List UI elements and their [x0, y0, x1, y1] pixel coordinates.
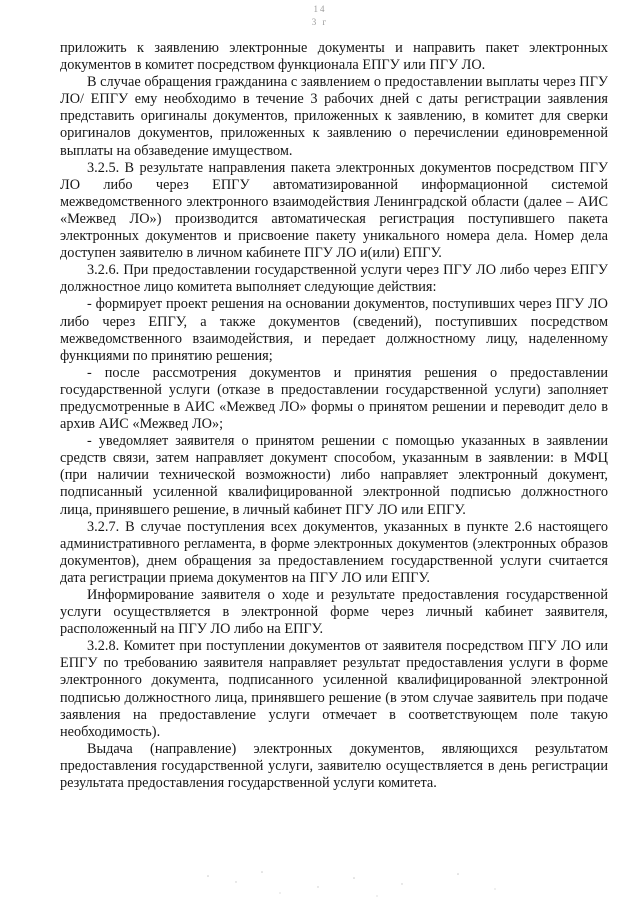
page-number: 14 — [313, 4, 327, 14]
list-item: - уведомляет заявителя о принятом решении с помощью указанных в заявлении средств связи, затем направляет документ способом, указанным в заявлении: в МФЦ (при наличии технической возможности) либо направляет электронный документ, подписанный усиленной квалифицированной электронной подписью должностного лица, принявшего решение, в личный кабинет ПГУ ЛО или ЕПГУ. — [60, 433, 608, 518]
paragraph: В случае обращения гражданина с заявлением о предоставлении выплаты через ПГУ ЛО/ ЕПГУ ему необходимо в течение 3 рабочих дней с даты регистрации заявления представить оригиналы документов, приложенных к заявлению, в комитет для сверки оригиналов документов, приложенных к заявлению о перечислении единовременной выплаты на обзаведение имуществом. — [60, 74, 608, 159]
list-item: - после рассмотрения документов и принятия решения о предоставлении государственной услуги (отказе в предоставлении государственной услуги) заполняет предусмотренные в АИС «Межвед ЛО» формы о принятом решении и переводит дело в архив АИС «Межвед ЛО»; — [60, 364, 608, 433]
paragraph: 3.2.5. В результате направления пакета электронных документов посредством ПГУ ЛО либо через ЕПГУ автоматизированной информационной системой межведомственного электронного взаимодействия Ленинградской области (далее – АИС «Межвед ЛО») производится автоматическая регистрация поступившего пакета электронных документов и присвоение пакету уникального номера дела. Номер дела доступен заявителю в личном кабинете ПГУ ЛО и(или) ЕПГУ. — [60, 159, 608, 262]
paragraph: 3.2.8. Комитет при поступлении документов от заявителя посредством ПГУ ЛО или ЕПГУ по требованию заявителя направляет результат предоставления услуги в форме электронного документа, подписанного усиленной квалифицированной электронной подписью должностного лица, принявшего решение (в этом случае заявитель при подаче заявления на предоставление услуги отмечает в соответствующем поле такую необходимость). — [60, 638, 608, 740]
page-number-mark: 3 г — [311, 17, 329, 27]
paragraph: Выдача (направление) электронных документов, являющихся результатом предоставления государственной услуги, заявителю осуществляется в день регистрации результата предоставления государственной услуги комитета. — [60, 740, 608, 792]
paragraph: 3.2.6. При предоставлении государственной услуги через ПГУ ЛО либо через ЕПГУ должностное лицо комитета выполняет следующие действия: — [60, 262, 608, 296]
list-item: - формирует проект решения на основании документов, поступивших через ПГУ ЛО либо через ЕПГУ, а также документов (сведений), поступивших посредством межведомственного взаимодействия, и передает должностному лицу, наделенному функциями по принятию решения; — [60, 296, 608, 364]
paragraph: Информирование заявителя о ходе и результате предоставления государственной услуги осуществляется в электронной форме через личный кабинет заявителя, расположенный на ПГУ ЛО либо на ЕПГУ. — [60, 587, 608, 638]
document-body — [60, 40, 608, 792]
paragraph: 3.2.7. В случае поступления всех документов, указанных в пункте 2.6 настоящего административного регламента, в форме электронных документов (электронных образов документов), днем обращения за предоставлением государственной услуги считается дата регистрации приема документов на ПГУ ЛО или ЕПГУ. — [60, 518, 608, 586]
paragraph: приложить к заявлению электронные документы и направить пакет электронных документов в комитет посредством функционала ЕПГУ или ПГУ ЛО. — [60, 40, 608, 74]
